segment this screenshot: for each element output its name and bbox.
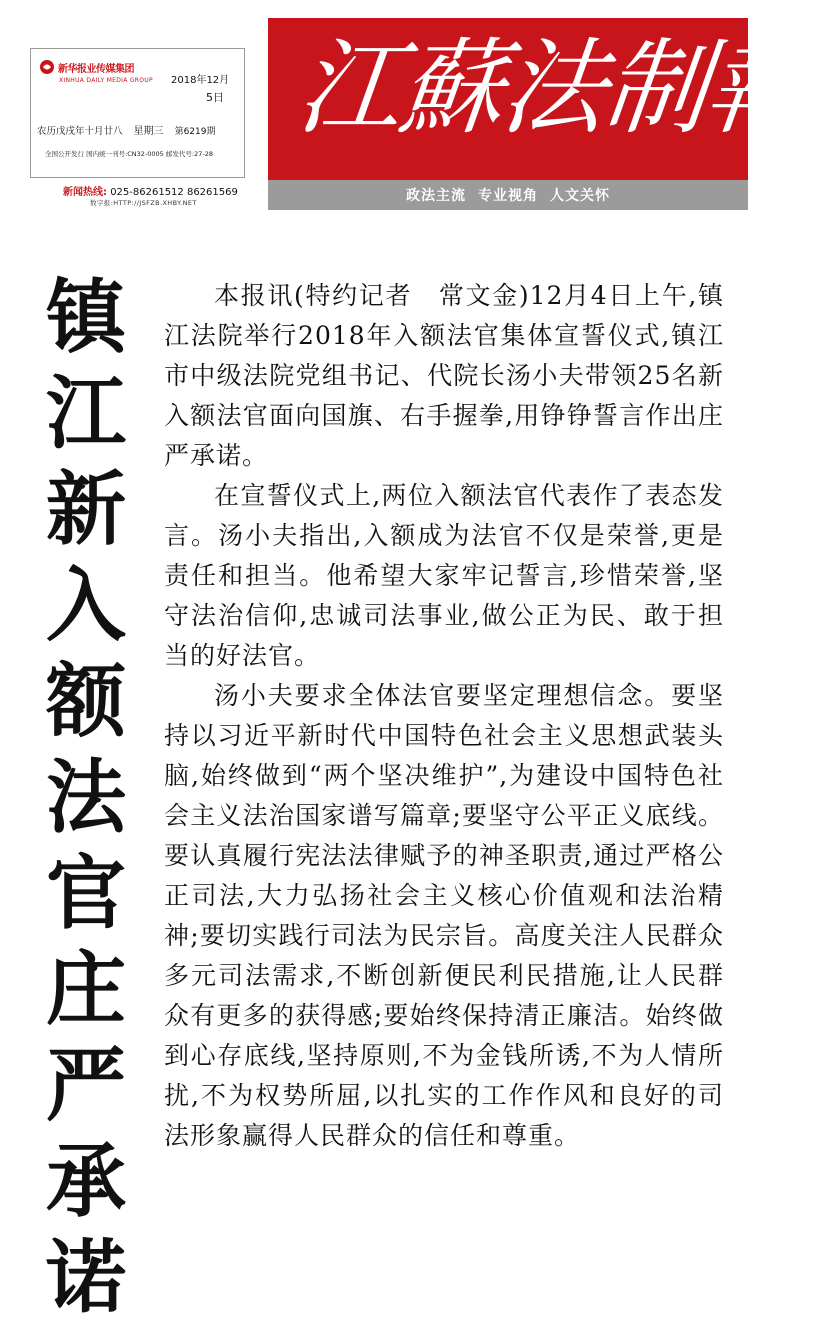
xinhua-logo-icon xyxy=(39,59,55,75)
headline-char: 诺 xyxy=(46,1231,126,1324)
publication-info: 全国公开发行 国内统一刊号:CN32-0005 邮发代号:27-28 xyxy=(45,150,213,158)
hotline-numbers: 025-86261512 86261569 xyxy=(110,187,238,198)
hotline-label: 新闻热线: xyxy=(63,187,107,198)
headline-char: 入 xyxy=(46,559,126,652)
article-paragraph: 汤小夫要求全体法官要坚定理想信念。要坚持以习近平新时代中国特色社会主义思想武装头脑,始终做到“两个坚决维护”,为建设中国特色社会主义法治国家谱写篇章;要坚守公平正义底线。要认真履行宪法法律赋予的神圣职责,通过严格公正司法,大力弘扬社会主义核心价值观和法治精神;要切实践行司法为民宗旨。高度关注人民群众多元司法需求,不断创新便民利民措施,让人民群众有更多的获得感;要始终保持清正廉洁。始终做到心存底线,坚持原则,不为金钱所诱,不为人情所扰,不为权势所屈,以扎实的工作作风和良好的司法形象赢得人民群众的信任和尊重。 xyxy=(164,681,724,1150)
headline-char: 新 xyxy=(46,463,126,556)
headline-char: 官 xyxy=(46,847,126,940)
issue-date-day: 5日 xyxy=(206,91,224,104)
digital-edition-url: 数字报:HTTP://JSFZB.XHBY.NET xyxy=(90,199,197,207)
headline-char: 法 xyxy=(46,751,126,844)
weekday: 星期三 xyxy=(133,126,164,137)
issue-date-year-month: 2018年12月 xyxy=(171,75,230,86)
masthead-info-box xyxy=(30,48,245,178)
publisher-name: 新华报业传媒集团 xyxy=(58,63,134,75)
slogan-bar xyxy=(268,180,748,210)
issue-number: 第6219期 xyxy=(174,127,216,137)
article-paragraph: 本报讯(特约记者 常文金)12月4日上午,镇江法院举行2018年入额法官集体宣誓仪式,镇江市中级法院党组书记、代院长汤小夫带领25名新入额法官面向国旗、右手握拳,用铮铮誓言作出庄严承诺。 xyxy=(164,281,724,470)
headline-char: 镇 xyxy=(46,271,126,364)
publisher-name-en: XINHUA DAILY MEDIA GROUP xyxy=(59,77,153,84)
headline-char: 严 xyxy=(46,1039,126,1132)
article-headline xyxy=(38,270,134,1326)
lunar-date: 农历戊戌年十月廿八 xyxy=(37,126,123,137)
masthead-title-bar xyxy=(268,18,814,180)
article-paragraph: 在宣誓仪式上,两位入额法官代表作了表态发言。汤小夫指出,入额成为法官不仅是荣誉,更是责任和担当。他希望大家牢记誓言,珍惜荣誉,坚守法治信仰,忠诚司法事业,做公正为民、敢于担当的好法官。 xyxy=(164,481,724,670)
headline-char: 江 xyxy=(46,367,126,460)
headline-char: 额 xyxy=(46,655,126,748)
slogan-item: 专业视角 xyxy=(478,188,538,204)
publisher-brand xyxy=(39,59,134,75)
newspaper-name: 江蘇法制報 xyxy=(291,27,814,149)
headline-char: 庄 xyxy=(46,943,126,1036)
slogan-item: 政法主流 xyxy=(406,188,466,204)
issue-info-row xyxy=(37,122,215,137)
news-hotline xyxy=(63,183,238,198)
article-body xyxy=(164,276,724,1156)
slogan-item: 人文关怀 xyxy=(550,188,610,204)
headline-char: 承 xyxy=(46,1135,126,1228)
